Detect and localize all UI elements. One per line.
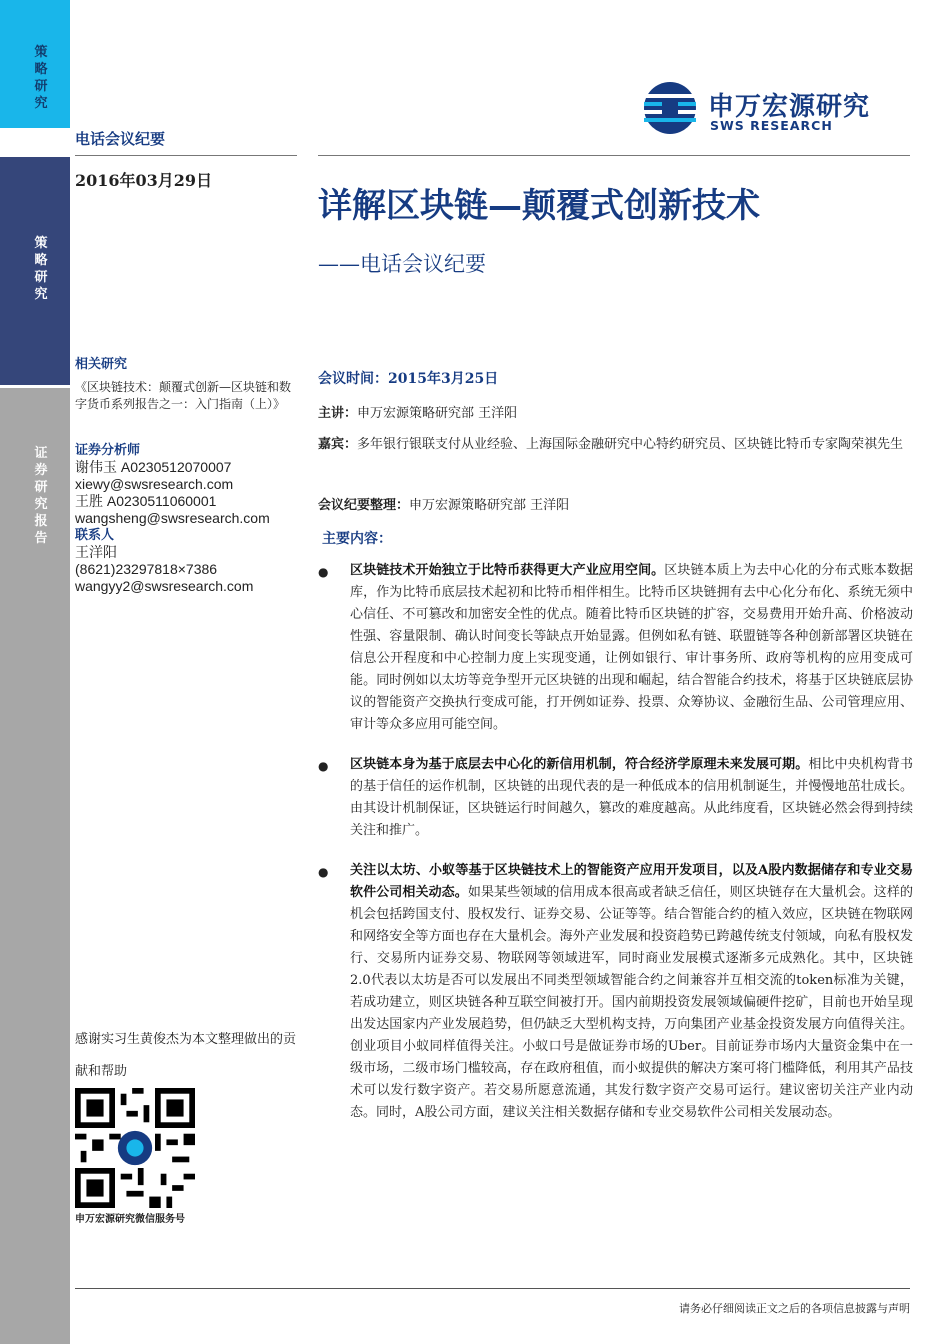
- bullet-icon: ●: [318, 759, 329, 773]
- analyst-heading: 证券分析师: [75, 443, 141, 458]
- meeting-guest: [318, 434, 913, 456]
- contact-line: 王洋阳: [75, 544, 117, 560]
- analyst-email[interactable]: xiewy@swsresearch.com: [75, 476, 234, 492]
- meeting-time-value: 2015年3月25日: [388, 371, 499, 387]
- contact-phone: (8621)23297818×7386: [75, 561, 218, 577]
- header-rule-right: [318, 155, 910, 156]
- meeting-time-label: 会议时间：: [318, 371, 388, 387]
- host-value: 申万宏源策略研究部 王洋阳: [357, 406, 518, 421]
- organizer-label: 会议纪要整理：: [318, 498, 410, 513]
- main-content-label: 主要内容：: [322, 531, 392, 547]
- report-date: 2016年03月29日: [75, 171, 213, 190]
- bullet-icon: ●: [318, 865, 329, 879]
- footer-disclaimer: 请务必仔细阅读正文之后的各项信息披露与声明: [679, 1302, 910, 1315]
- company-logo: [640, 80, 910, 136]
- sidebar-mid-band: [0, 157, 70, 385]
- report-category: 电话会议纪要: [75, 130, 166, 148]
- related-heading: 相关研究: [75, 357, 128, 372]
- host-label: 主讲：: [318, 406, 358, 421]
- organizer-value: 申万宏源策略研究部 王洋阳: [409, 498, 570, 513]
- guest-value: 多年银行银联支付从业经验、上海国际金融研究中心特约研究员、区块链比特币专家陶荣祺先生: [357, 437, 904, 452]
- contact-email[interactable]: wangyy2@swsresearch.com: [75, 578, 254, 594]
- logo-english-name: SWS RESEARCH: [710, 118, 833, 133]
- sidebar-bottom-band: [0, 388, 70, 1344]
- bullet-text: 区块链技术开始独立于比特币获得更大产业应用空间。区块链本质上为去中心化的分布式账本数据库，作为比特币底层技术起初和比特币相伴相生。比特币区块链拥有去中心化分布化、系统无须中心信任、不可篡改和加密安全性的优点。随着比特币区块链的扩容，交易费用开始升高、价格波动性强、容量限制、确认时间变长等缺点开始显露。但例如私有链、联盟链等各种创新部署区块链在信息公开程度和中心控制力度上实现变通，让例如银行、审计事务所、政府等机构的应用变成可能。同时例如以太坊等竞争型开元区块链的出现和崛起，结合智能合约技术，将基于区块链底层协议的智能资产交换执行变成可能，打开例如证券、投票、众筹协议、金融衍生品、公司管理应用、审计等众多应用可能空间。: [350, 563, 913, 732]
- analyst-line: 王胜 A0230511060001: [75, 493, 217, 509]
- related-research: [75, 356, 300, 413]
- bullet-icon: ●: [318, 565, 329, 579]
- meeting-time: [318, 368, 498, 388]
- main-content-list: [318, 560, 913, 1142]
- page-subtitle: ——电话会议纪要: [318, 252, 486, 276]
- analyst-email[interactable]: wangsheng@swsresearch.com: [75, 510, 270, 526]
- list-item: [318, 754, 913, 842]
- main-content-heading: [322, 528, 392, 548]
- qr-caption: 申万宏源研究微信服务号: [75, 1214, 185, 1225]
- guest-label: 嘉宾：: [318, 437, 358, 452]
- sidebar-mid-label: 策略研究: [34, 236, 48, 302]
- bullet-text: 区块链本身为基于底层去中心化的新信用机制，符合经济学原理未来发展可期。相比中央机构背书的基于信任的运作机制，区块链的出现代表的是一种低成本的信用机制诞生，并慢慢地茁壮成长。由其设计机制保证，区块链运行时间越久，篡改的难度越高。从此纬度看，区块链必然会得到持续关注和推广。: [350, 757, 913, 838]
- logo-mark-icon: [640, 80, 700, 136]
- analyst-block: [75, 442, 300, 595]
- sidebar-bottom-label: 证券研究报告: [34, 446, 48, 546]
- sidebar-top-label: 策略研究: [34, 45, 48, 111]
- header-rule-left: [75, 155, 297, 156]
- logo-chinese-name: 申万宏源研究: [708, 92, 871, 122]
- thanks-note: 感谢实习生黄俊杰为本文整理做出的贡献和帮助: [75, 1032, 297, 1079]
- list-item: [318, 860, 913, 1124]
- list-item: [318, 560, 913, 736]
- contact-heading: 联系人: [75, 528, 115, 543]
- meeting-host: [318, 402, 517, 421]
- footer-rule: [75, 1288, 910, 1289]
- bullet-text: 关注以太坊、小蚁等基于区块链技术上的智能资产应用开发项目，以及A股内数据储存和专业交易软件公司相关动态。如果某些领域的信用成本很高或者缺乏信任，则区块链存在大量机会。这样的机会包括跨国支付、股权发行、证券交易、公证等等。结合智能合约的植入效应，区块链在物联网和网络安全等方面也存在大量机会。海外产业发展和投资趋势已跨越传统支付领域，向私有股权发行、交易所内证券交易、物联网等领域进军，同时商业发展模式逐渐多元成熟化。其中，区块链2.0代表以太坊是否可以发展出不同类型领域智能合约之间兼容并互相交流的token标准为关键，若成功建立，则区块链各种互联空间被打开。国内前期投资发展领域偏硬件挖矿，目前也开始呈现出发达国家内产业发展趋势，但仍缺乏大型机构支持，万向集团产业基金投资发展方向值得关注。创业项目小蚁同样值得关注。小蚁口号是做证券市场的Uber。目前证券市场内大量资金集中在一级市场，二级市场门槛较高，存在政府租值，而小蚁提供的解决方案可将门槛降低，利用其产品技术可以发行数字资产。若交易所愿意流通，其发行数字资产交易可运行。建议密切关注产业内动态。同时，A股公司方面，建议关注相关数据存储和专业交易软件公司相关发展动态。: [350, 863, 913, 1120]
- analyst-line: 谢伟玉 A0230512070007: [75, 459, 232, 475]
- related-report-link[interactable]: 《区块链技术：颠覆式创新—区块链和数字货币系列报告之一：入门指南（上）》: [75, 380, 292, 411]
- meeting-organizer: [318, 494, 569, 513]
- page-title: 详解区块链—颠覆式创新技术: [318, 186, 760, 226]
- sidebar-top-band: [0, 0, 70, 128]
- qr-code-icon: [75, 1088, 195, 1208]
